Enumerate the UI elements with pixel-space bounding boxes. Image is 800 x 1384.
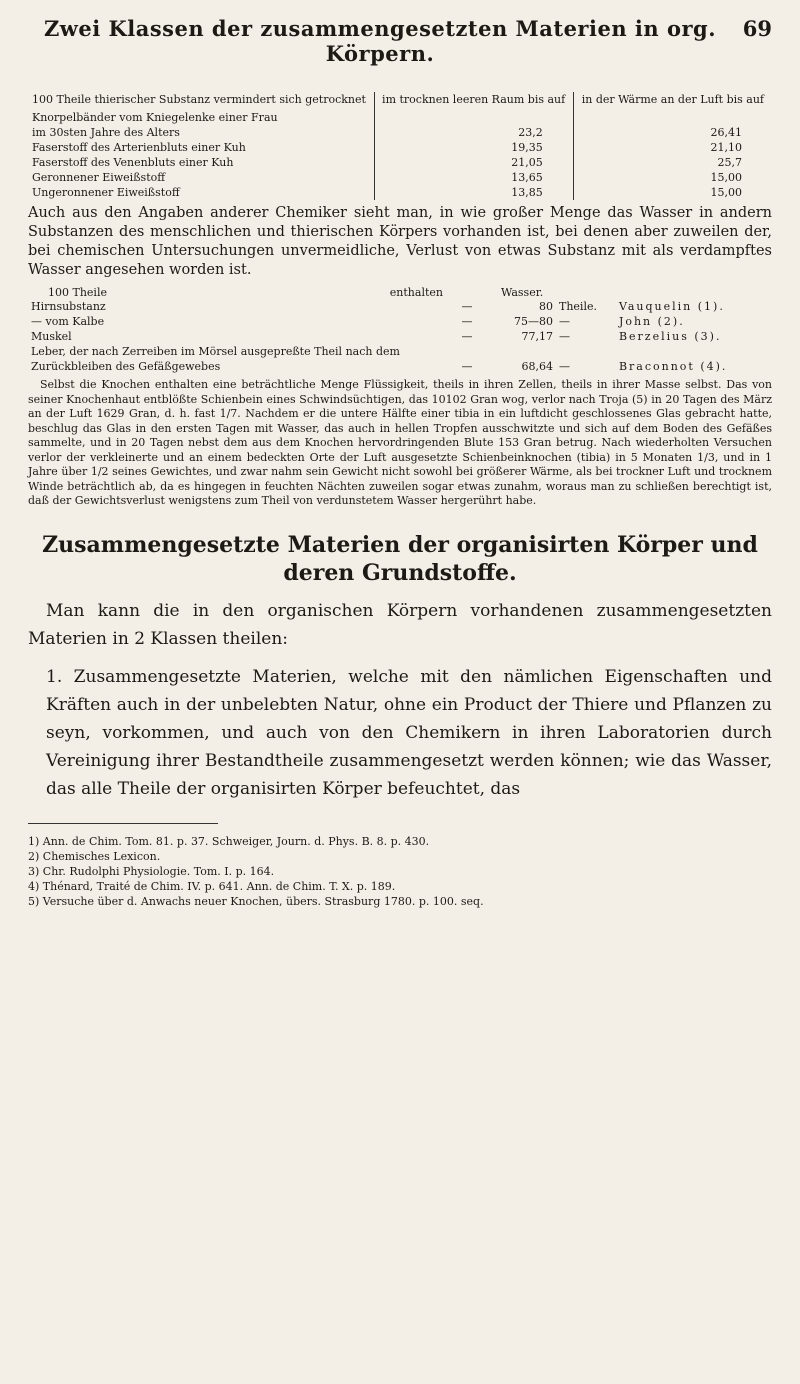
footnote: 3) Chr. Rudolphi Physiologie. Tom. I. p. 164. <box>28 864 275 878</box>
footnote-divider <box>28 823 218 824</box>
author: Vauquelin (1). <box>618 300 725 313</box>
header-contain: enthalten <box>389 286 443 299</box>
column-header-vacuum: im trocknen leeren Raum bis auf <box>374 92 573 110</box>
table-row <box>28 110 772 125</box>
cell-air: 15,00 <box>710 186 742 199</box>
table-row <box>28 185 772 200</box>
row-label: Faserstoff des Arterienbluts einer Kuh <box>28 140 374 155</box>
table-row <box>28 140 772 155</box>
cell-vacuum: 23,2 <box>374 125 573 140</box>
row-label: Knorpelbänder vom Kniegelenke einer Frau <box>28 110 374 125</box>
table-row <box>28 125 772 140</box>
paragraph-bones: Selbst die Knochen enthalten eine beträchtliche Menge Flüssigkeit, theils in ihren Zellen, theils in ihrer Masse selbst. Das von seiner Knochenhaut entblößte Schienbein eines Schwindsüchtigen, das 10102 Gran wog, verlor nach Troja (5) in 20 Tagen des März an der Luft 1629 Gran, d. h. fast 1/7. Nachdem er die untere Hälfte einer tibia in ein luftdicht geschlossenes Glas gebracht hatte, beschlug das Glas in den ersten Tagen mit Wasser, das auch in hellen Tropfen ausschwitzte und sich auf dem Boden des Gefäßes sammelte, und in 20 Tagen nebst dem aus dem Knochen hervordringenden Blute 153 Gran betrug. Nach wiederholten Versuchen verlor der verkleinerte und an einem bedeckten Orte der Luft ausgesetzte Schienbeinknochen (tibia) in 5 Monaten 1/3, und in 1 Jahre über 1/2 seines Gewichtes, und zwar nahm sein Gewicht nicht sowohl bei größerer Wärme, als bei trockner Luft und trocknem Winde beträchtlich ab, da es hingegen in feuchten Nächten zuweilen sogar etwas zunahm, woraus man zu schließen berechtigt ist, daß der Gewichtsverlust wenigstens zum Theil von verdunstetem Wasser hergerührt habe. <box>28 378 772 507</box>
page-number: 69 <box>742 16 772 41</box>
paragraph-class-one: 1. Zusammengesetzte Materien, welche mit den nämlichen Eigenschaften und Kräften auch in der unbelebten Natur, ohne ein Product der Thiere und Pflanzen zu seyn, vorkommen, und auch von den Chemikern in ihren Laboratorien durch Vereinigung ihrer Bestandtheile zusammengesetzt werden können; wie das Wasser, das alle Theile der organisirten Körper befeuchtet, das <box>46 666 772 799</box>
author: Braconnot (4). <box>618 360 728 373</box>
table-row <box>28 155 772 170</box>
header-water: Wasser. <box>501 286 544 299</box>
table-row: Hirnsubstanz — 80 Theile. Vauquelin (1). <box>28 299 772 314</box>
unit: — <box>559 360 570 373</box>
author: Berzelius (3). <box>618 330 722 343</box>
substance-name: Hirnsubstanz <box>31 300 106 313</box>
table-row-label: 100 Theile thierischer Substanz vermindert sich getrocknet <box>28 92 374 110</box>
table-row <box>28 170 772 185</box>
water-value: 68,64 <box>521 360 553 373</box>
cell-vacuum: 19,35 <box>374 140 573 155</box>
footnote: 5) Versuche über d. Anwachs neuer Knochen, übers. Strasburg 1780. p. 100. seq. <box>28 894 484 908</box>
row-label: Faserstoff des Venenbluts einer Kuh <box>28 155 374 170</box>
footnote: 4) Thénard, Traité de Chim. IV. p. 641. Ann. de Chim. T. X. p. 189. <box>28 879 396 893</box>
cell-air: 25,7 <box>717 156 742 169</box>
substance-name: Muskel <box>31 330 72 343</box>
substance-name: — vom Kalbe <box>31 315 105 328</box>
water-loss-table <box>28 92 772 200</box>
running-title: Zwei Klassen der zusammengesetzten Materien in org. Körpern. <box>43 16 717 66</box>
cell-air <box>573 110 772 125</box>
paragraph-classes: Man kann die in den organischen Körpern vorhandenen zusammengesetzten Materien in 2 Klassen theilen: <box>28 600 772 649</box>
row-label: im 30sten Jahre des Alters <box>28 125 374 140</box>
unit: — <box>559 330 570 343</box>
cell-air: 21,10 <box>710 141 742 154</box>
footnote: 1) Ann. de Chim. Tom. 81. p. 37. Schweiger, Journ. d. Phys. B. 8. p. 430. <box>28 834 430 848</box>
header-parts: 100 Theile <box>48 286 107 299</box>
water-value: 75—80 <box>514 315 553 328</box>
cell-vacuum: 13,85 <box>374 185 573 200</box>
table-row: Muskel — 77,17 — Berzelius (3). <box>28 329 772 344</box>
cell-air: 15,00 <box>710 171 742 184</box>
footnote: 2) Chemisches Lexicon. <box>28 849 161 863</box>
water-value: 80 <box>539 300 553 313</box>
unit: Theile. <box>559 300 597 313</box>
section-heading: Zusammengesetzte Materien der organisirten Körper und deren Grundstoffe. <box>42 531 758 586</box>
table-row: — vom Kalbe — 75—80 — John (2). <box>28 314 772 329</box>
cell-vacuum: 21,05 <box>374 155 573 170</box>
row-label: Ungeronnener Eiweißstoff <box>28 185 374 200</box>
row-label: Geronnener Eiweißstoff <box>28 170 374 185</box>
water-value: 77,17 <box>521 330 553 343</box>
water-content-table-header <box>28 286 772 299</box>
column-header-air: in der Wärme an der Luft bis auf <box>581 93 764 106</box>
water-content-table <box>28 299 772 374</box>
unit: — <box>559 315 570 328</box>
substance-name: Leber, der nach Zerreiben im Mörsel ausgepreßte Theil nach dem Zurückbleiben des Gefäßgewebes <box>31 345 400 373</box>
table-row: Leber, der nach Zerreiben im Mörsel ausgepreßte Theil nach dem Zurückbleiben des Gefäßgewebes — 68,64 — Braconnot (4). <box>28 344 772 374</box>
page-header <box>28 16 772 66</box>
author: John (2). <box>618 315 685 328</box>
cell-vacuum: 13,65 <box>374 170 573 185</box>
page <box>28 16 772 909</box>
cell-air: 26,41 <box>710 126 742 139</box>
paragraph-other-chemists: Auch aus den Angaben anderer Chemiker sieht man, in wie großer Menge das Wasser in andern Substanzen des menschlichen und thierischen Körpers vorhanden ist, bei denen aber zuweilen der, bei chemischen Untersuchungen unvermeidliche, Verlust von etwas Substanz mit als verdampftes Wasser angesehen worden ist. <box>28 205 772 278</box>
cell-vacuum <box>374 110 573 125</box>
